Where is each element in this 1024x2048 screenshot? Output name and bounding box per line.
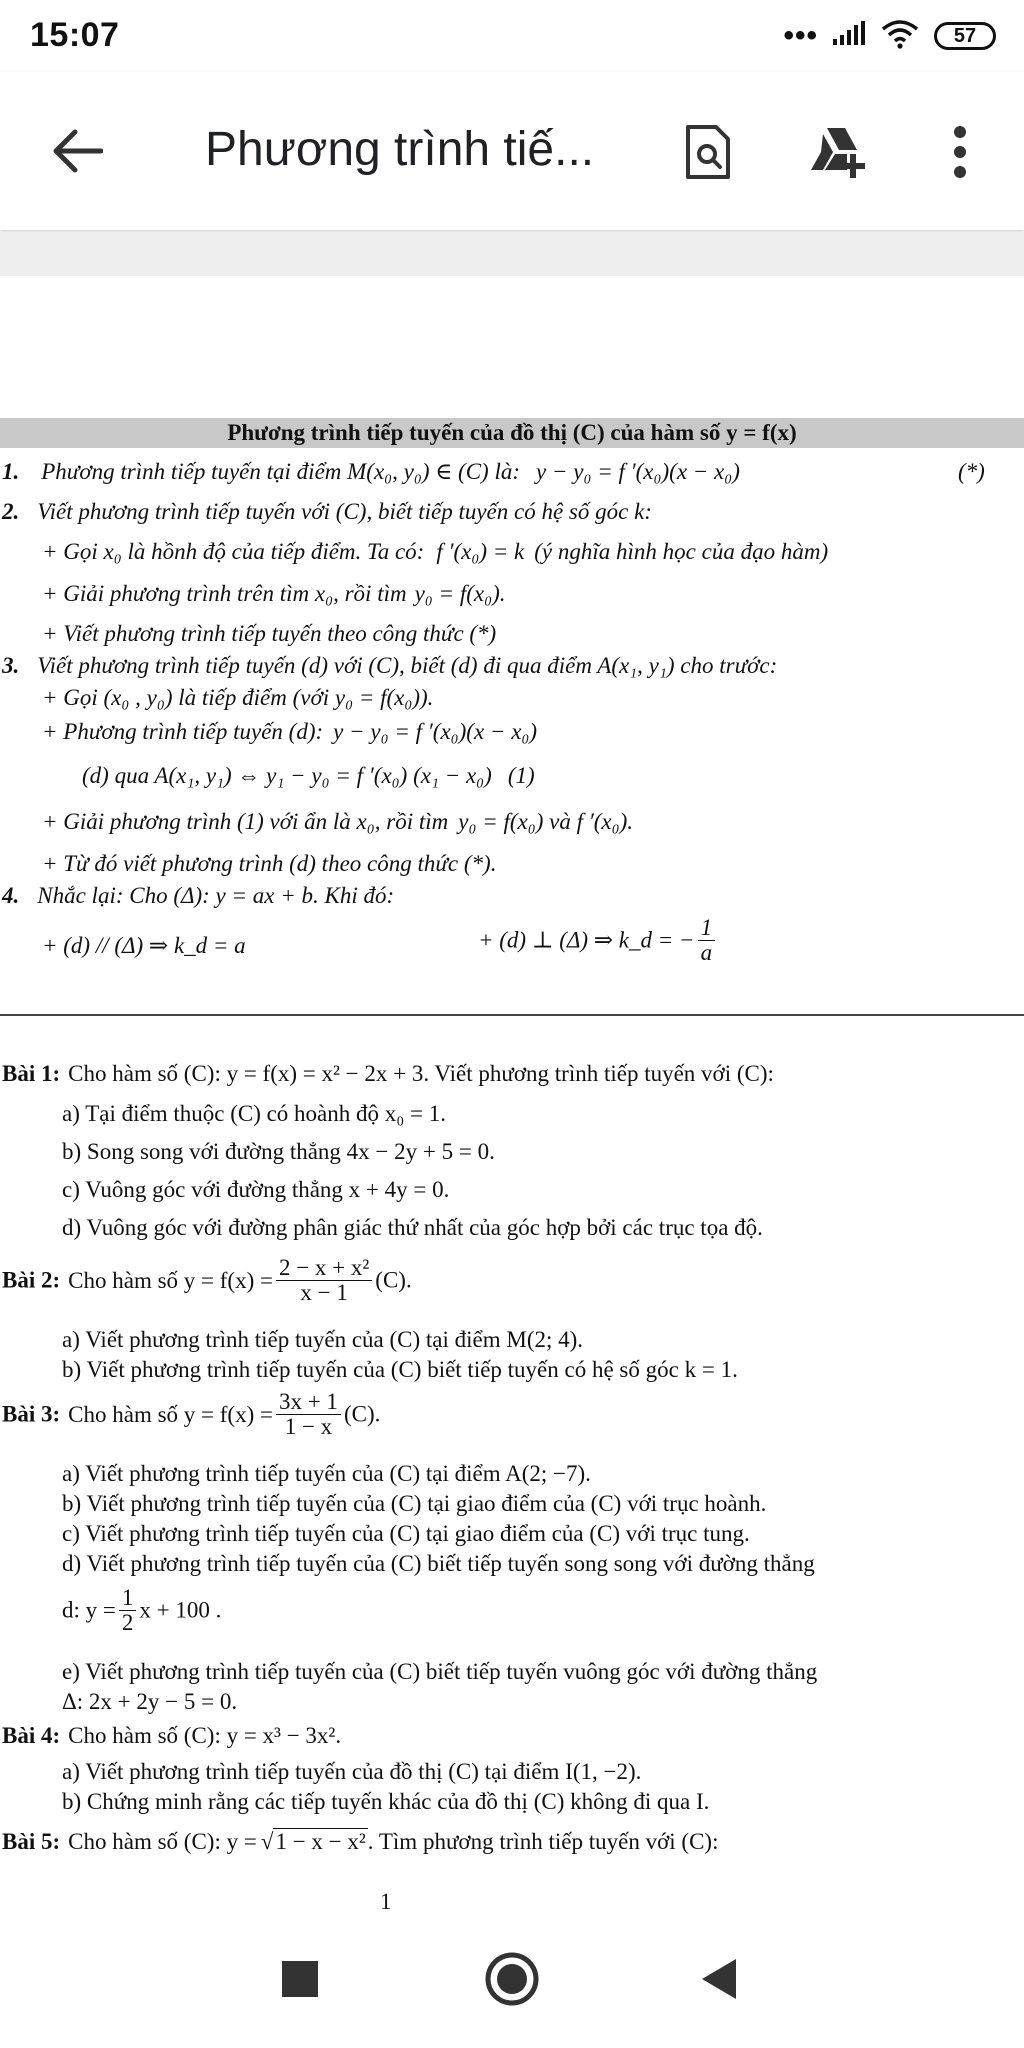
- exercise-3d: d) Viết phương trình tiếp tuyến của (C) biết tiếp tuyến song song với đường thẳng: [62, 1551, 815, 1576]
- exercise-2b: b) Viết phương trình tiếp tuyến của (C) biết tiếp tuyến có hệ số góc k = 1.: [62, 1357, 738, 1382]
- section-divider: [0, 1014, 1024, 1016]
- theory-item-4b: + (d) ⊥ (Δ) ⇒ k_d = − $\frac{1}{a}$: [478, 916, 718, 965]
- exercise-3: Bài 3: Cho hàm số y = f(x) = $\frac{3x + 1}{1 - x}$ (C).: [2, 1389, 381, 1439]
- exercise-2a: a) Viết phương trình tiếp tuyến của (C) tại điểm M(2; 4).: [62, 1327, 584, 1352]
- battery-indicator: 57: [934, 22, 996, 50]
- exercise-1c: c) Vuông góc với đường thẳng x + 4y = 0.: [62, 1177, 450, 1202]
- theory-item-3: 3. Viết phương trình tiếp tuyến (d) với (C), biết (d) đi qua điểm A(x₁, y₁) cho trước:: [2, 653, 778, 678]
- arrow-left-icon: [51, 129, 103, 173]
- theory-item-2a: + Gọi x₀ là hồnh độ của tiếp điểm. Ta có: f ′(x₀) = k (ý nghĩa hình học của đạo hàm): [42, 539, 829, 564]
- theory-item-3e: + Từ đó viết phương trình (d) theo công thức (*).: [42, 851, 497, 876]
- document-search-icon: [684, 123, 732, 181]
- theory-item-3a: + Gọi (x₀ , y₀) là tiếp điểm (với y₀ = f(x₀)).: [42, 685, 434, 710]
- exercise-3e-line: Δ: 2x + 2y − 5 = 0.: [62, 1689, 238, 1714]
- exercise-4a: a) Viết phương trình tiếp tuyến của đồ thị (C) tại điểm I(1, −2).: [62, 1759, 642, 1784]
- exercise-1a: a) Tại điểm thuộc (C) có hoành độ x₀ = 1.: [62, 1101, 447, 1126]
- notification-dots: •••: [783, 19, 818, 52]
- drive-add-icon: [807, 124, 873, 180]
- exercise-5: Bài 5: Cho hàm số (C): y = √1 − x − x². Tìm phương trình tiếp tuyến với (C):: [2, 1829, 719, 1854]
- theory-item-2: 2. Viết phương trình tiếp tuyến với (C), biết tiếp tuyến có hệ số góc k:: [2, 499, 652, 524]
- back-button[interactable]: [42, 116, 112, 186]
- exercise-1: Bài 1: Cho hàm số (C): y = f(x) = x² − 2x + 3. Viết phương trình tiếp tuyến với (C):: [2, 1061, 774, 1086]
- theory-item-3c: (d) qua A(x₁, y₁) ⇔ y₁ − y₀ = f ′(x₀) (x₁ − x₀) (1): [82, 763, 535, 788]
- status-icons: [783, 18, 996, 54]
- home-circle-icon: [484, 1951, 540, 2007]
- document-page[interactable]: [0, 276, 1024, 1911]
- exercise-4: Bài 4: Cho hàm số (C): y = x³ − 3x².: [2, 1723, 342, 1748]
- theory-item-2b: + Giải phương trình trên tìm x₀, rồi tìm y₀ = f(x₀).: [42, 581, 506, 606]
- back-nav-button[interactable]: [680, 1941, 756, 2017]
- theory-item-3d: + Giải phương trình (1) với ẩn là x₀, rồi tìm y₀ = f(x₀) và f ′(x₀).: [42, 809, 634, 834]
- triangle-back-icon: [698, 1957, 738, 2001]
- theory-item-4: 4. Nhắc lại: Cho (Δ): y = ax + b. Khi đó:: [2, 883, 395, 908]
- recents-button[interactable]: [262, 1941, 338, 2017]
- theory-item-3b: + Phương trình tiếp tuyến (d): y − y₀ = f ′(x₀)(x − x₀): [42, 719, 538, 744]
- exercise-3b: b) Viết phương trình tiếp tuyến của (C) tại giao điểm của (C) với trục hoành.: [62, 1491, 767, 1516]
- more-vert-icon: [953, 126, 967, 178]
- exercise-2: Bài 2: Cho hàm số y = f(x) = $\frac{\text{2 − x + x²}}{x - 1}$ (C).: [2, 1255, 412, 1305]
- document-title: Phương trình tiế...: [205, 123, 595, 176]
- navigation-bar: [0, 1911, 1024, 2048]
- exercise-3e: e) Viết phương trình tiếp tuyến của (C) biết tiếp tuyến vuông góc với đường thẳng: [62, 1659, 818, 1684]
- theory-item-4a: + (d) // (Δ) ⇒ k_d = a: [42, 933, 246, 958]
- add-to-drive-button[interactable]: [800, 116, 880, 188]
- toolbar-divider-band: [0, 232, 1024, 276]
- signal-icon: [832, 21, 866, 52]
- app-bar: [0, 72, 1024, 230]
- status-time: 15:07: [30, 16, 120, 54]
- exercise-1d: d) Vuông góc với đường phân giác thứ nhất của góc hợp bởi các trục tọa độ.: [62, 1215, 763, 1240]
- wifi-icon: [880, 19, 920, 54]
- theory-item-1: 1. Phương trình tiếp tuyến tại điểm M(x₀, y₀) ∈ (C) là: y − y₀ = f ′(x₀)(x − x₀): [2, 459, 740, 484]
- theory-item-2c: + Viết phương trình tiếp tuyến theo công thức (*): [42, 621, 497, 646]
- theory-header: Phương trình tiếp tuyến của đồ thị (C) của hàm số y = f(x): [0, 418, 1024, 448]
- exercise-4b: b) Chứng minh rằng các tiếp tuyến khác của đồ thị (C) không đi qua I.: [62, 1789, 710, 1814]
- exercise-3a: a) Viết phương trình tiếp tuyến của (C) tại điểm A(2; −7).: [62, 1461, 591, 1486]
- home-button[interactable]: [474, 1941, 550, 2017]
- exercise-3c: c) Viết phương trình tiếp tuyến của (C) tại giao điểm của (C) với trục tung.: [62, 1521, 750, 1546]
- exercise-1b: b) Song song với đường thẳng 4x − 2y + 5 = 0.: [62, 1139, 495, 1164]
- square-icon: [281, 1960, 319, 1998]
- cutoff-text: 1: [380, 1889, 392, 1911]
- formula-mark: (*): [958, 459, 985, 484]
- more-options-button[interactable]: [930, 116, 990, 188]
- find-in-document-button[interactable]: [672, 116, 744, 188]
- status-bar: [0, 0, 1024, 72]
- exercise-3d-line: d: y = $\frac{1}{2}$ x + 100 .: [62, 1585, 222, 1635]
